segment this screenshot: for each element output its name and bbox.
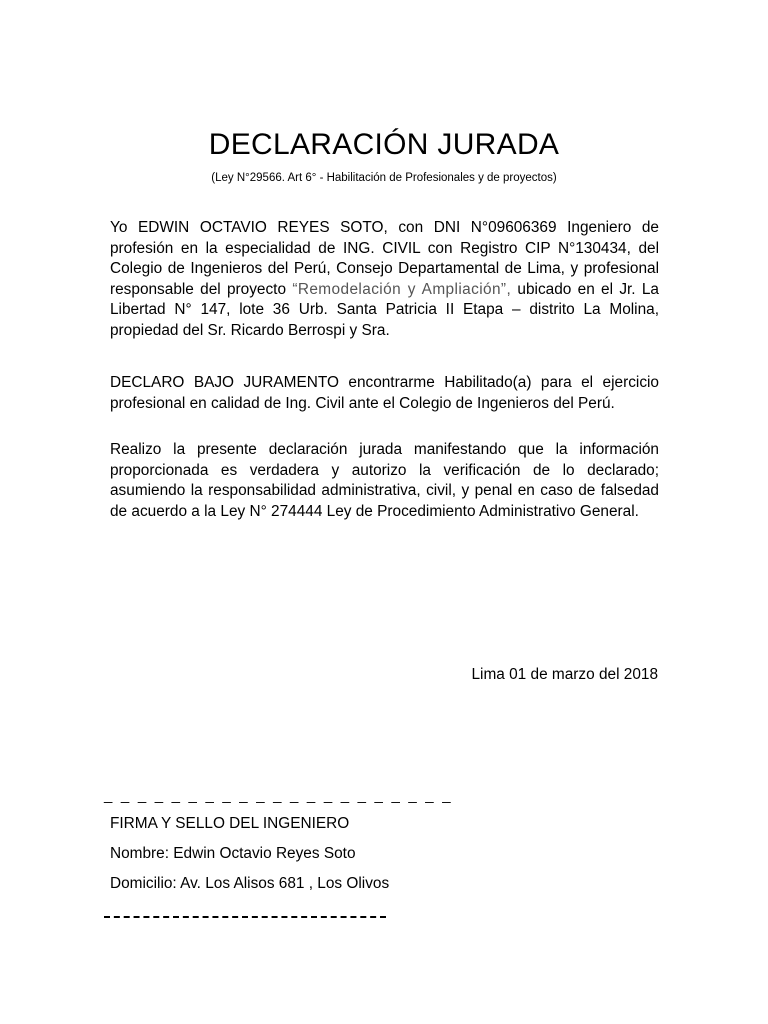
declarant-text-start: Yo EDWIN OCTAVIO REYES SOTO, con DNI N°09606369 Ingeniero de profesión en la especialidad de ING. CIVIL con Registro CIP N°130434, del Colegio de Ingenieros del Perú, Consejo Departamental de Lima, y profesional responsable del proyecto xyxy=(110,219,659,298)
statement-paragraph: Realizo la presente declaración jurada manifestando que la información proporcionada es verdadera y autorizo la verificación de lo declarado; asumiendo la responsabilidad administrativa, civil, y penal en caso de falsedad de acuerdo a la Ley N° 274444 Ley de Procedimiento Administrativo General. xyxy=(110,441,659,520)
declarant-paragraph xyxy=(110,218,659,342)
dashed-divider xyxy=(104,916,386,918)
engineer-name: Nombre: Edwin Octavio Reyes Soto xyxy=(110,845,356,862)
oath-paragraph: DECLARO BAJO JURAMENTO encontrarme Habilitado(a) para el ejercicio profesional en calidad de Ing. Civil ante el Colegio de Ingenieros del Perú. xyxy=(110,374,659,412)
project-name: “Remodelación y Ampliación”, xyxy=(292,280,512,298)
declarant-text-end: ubicado en el Jr. La Libertad N° 147, lote 36 Urb. Santa Patricia II Etapa – distrito La Molina, propiedad del Sr. Ricardo Berrospi y Sra. xyxy=(110,280,659,339)
signature-line: _ _ _ _ _ _ _ _ _ _ _ _ _ _ _ _ _ _ _ _ _ xyxy=(104,787,453,804)
signature-label: FIRMA Y SELLO DEL INGENIERO xyxy=(110,815,350,832)
date-place: Lima 01 de marzo del 2018 xyxy=(471,666,658,683)
document-title: DECLARACIÓN JURADA xyxy=(208,128,560,161)
document-subtitle: (Ley N°29566. Art 6° - Habilitación de Profesionales y de proyectos) xyxy=(211,172,557,184)
engineer-address: Domicilio: Av. Los Alisos 681 , Los Olivos xyxy=(110,875,390,892)
